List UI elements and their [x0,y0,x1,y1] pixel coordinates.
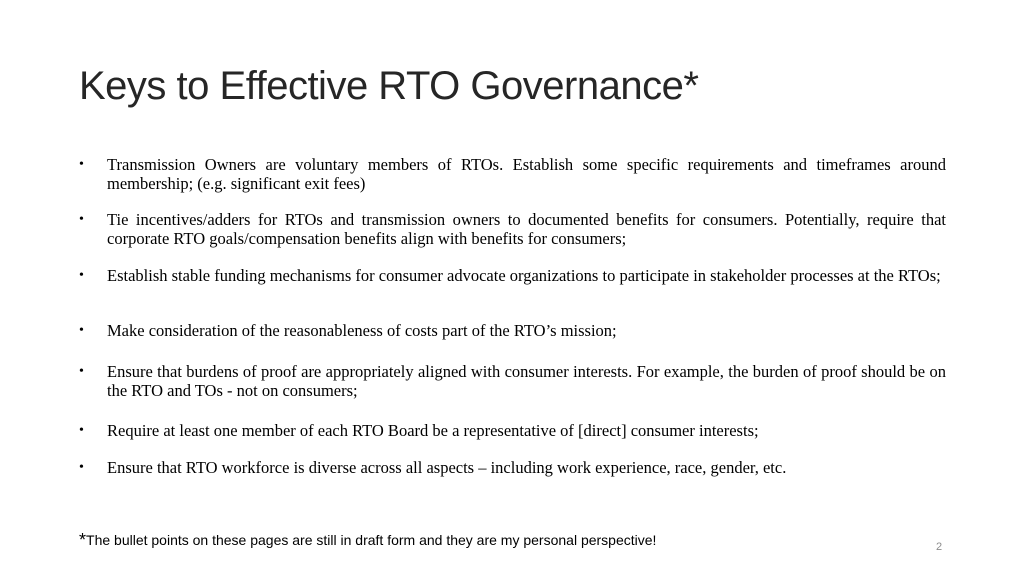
bullet-dot-icon: • [79,460,84,475]
bullet-text: Require at least one member of each RTO Board be a representative of [direct] consumer interests; [107,421,759,440]
footnote-asterisk: * [79,530,87,550]
bullet-dot-icon: • [79,212,84,227]
bullet-item-funding [79,266,946,285]
bullet-dot-icon: • [79,323,84,338]
bullet-dot-icon: • [79,423,84,438]
footnote-text: The bullet points on these pages are still in draft form and they are my personal perspective! [86,532,657,548]
bullet-dot-icon: • [79,157,84,172]
footnote [79,530,656,550]
bullet-dot-icon: • [79,268,84,283]
bullet-text: Transmission Owners are voluntary members of RTOs. Establish some specific requirements and timeframes around membership; (e.g. significant exit fees) [107,155,946,193]
bullet-item-membership [79,155,946,193]
bullet-item-workforce [79,458,946,477]
bullet-text: Ensure that RTO workforce is diverse across all aspects – including work experience, race, gender, etc. [107,458,787,477]
bullet-text: Make consideration of the reasonableness of costs part of the RTO’s mission; [107,321,617,340]
bullet-item-burden-of-proof [79,362,946,400]
bullet-dot-icon: • [79,364,84,379]
bullet-item-board [79,421,946,440]
bullet-text: Establish stable funding mechanisms for consumer advocate organizations to participate in stakeholder processes at the RTOs; [107,266,941,285]
bullet-item-costs [79,321,946,340]
slide-title: Keys to Effective RTO Governance* [79,64,699,108]
bullet-text: Tie incentives/adders for RTOs and transmission owners to documented benefits for consumers. Potentially, require that corporate RTO goals/compensation benefits align with benefits for consumers; [107,210,946,248]
bullet-text: Ensure that burdens of proof are appropriately aligned with consumer interests. For example, the burden of proof should be on the RTO and TOs - not on consumers; [107,362,946,400]
page-number: 2 [936,541,943,553]
bullet-item-incentives [79,210,946,248]
